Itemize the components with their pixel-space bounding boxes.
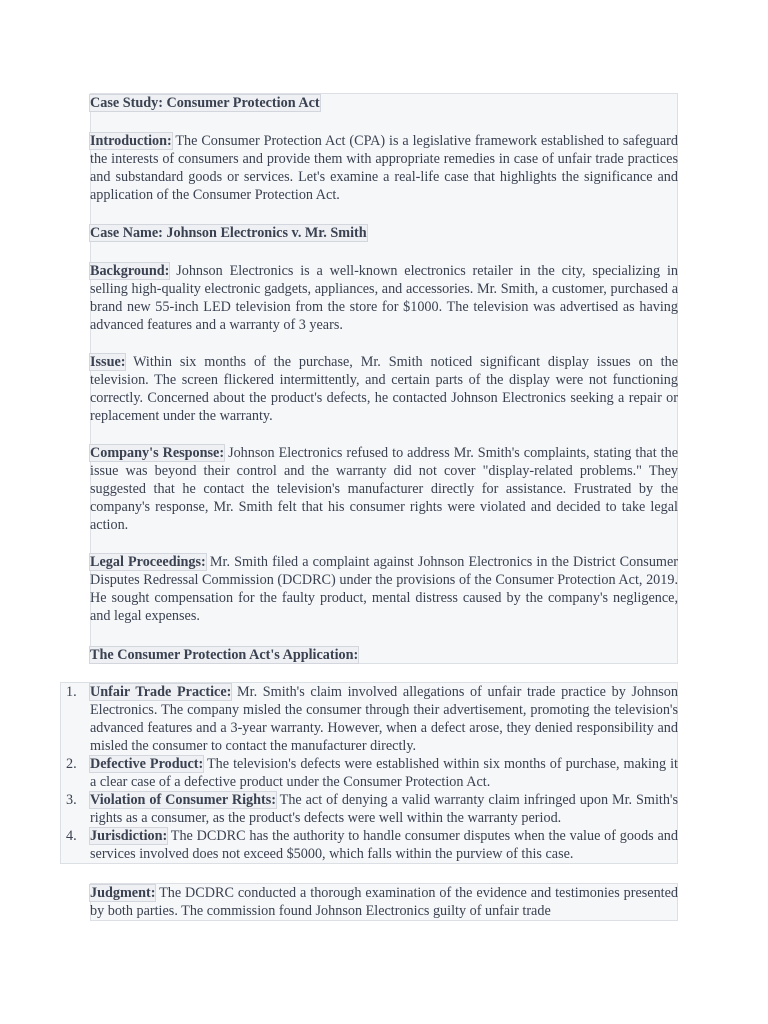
list-item-text: Mr. Smith's claim involved allegations of unfair trade practice by Johnson Electronics. The company misled the consumer through their advertisement, promoting the television's advanced features and a 3-year warranty. However, when a defect arose, they denied responsibility and misled the consumer to contact the manufacturer directly. (90, 684, 678, 754)
list-item-text: The act of denying a valid warranty claim infringed upon Mr. Smith's rights as a consumer, as the product's defects were well within the warranty period. (90, 792, 678, 826)
background-text: Johnson Electronics is a well-known electronics retailer in the city, specializing in selling high-quality electronic gadgets, appliances, and accessories. Mr. Smith, a customer, purchased a brand new 55-inch LED television from the store for $1000. The television was advertised as having advanced features and a warranty of 3 years. (90, 263, 678, 333)
case-name-text: Case Name: Johnson Electronics v. Mr. Smith (90, 225, 367, 241)
document-title-text: Case Study: Consumer Protection Act (90, 95, 320, 111)
judgment-paragraph (90, 884, 678, 920)
document-title (90, 94, 320, 112)
list-item-number: 3. (66, 792, 77, 808)
issue-text: Within six months of the purchase, Mr. Smith noticed significant display issues on the television. The screen flickered intermittently, and certain parts of the display were not functioning correctly. Concerned about the product's defects, he contacted Johnson Electronics seeking a repair or replacement under the warranty. (90, 354, 678, 424)
list-item (60, 683, 678, 755)
list-item (60, 755, 678, 791)
list-item-text: The television's defects were established within six months of purchase, making it a clear case of a defective product under the Consumer Protection Act. (90, 756, 679, 790)
list-item (60, 791, 678, 827)
issue-paragraph (90, 353, 678, 425)
list-item-text: The DCDRC has the authority to handle consumer disputes when the value of goods and services involved does not exceed $5000, which falls within the purview of this case. (90, 828, 678, 862)
list-item-number: 2. (66, 756, 77, 772)
list-item-label: Defective Product: (90, 756, 204, 772)
case-name-heading (90, 224, 367, 242)
judgment-text: The DCDRC conducted a thorough examination of the evidence and testimonies presented by both parties. The commission found Johnson Electronics guilty of unfair trade (90, 885, 678, 919)
application-heading-text: The Consumer Protection Act's Application: (90, 647, 359, 663)
intro-text: The Consumer Protection Act (CPA) is a legislative framework established to safeguard the interests of consumers and provide them with appropriate remedies in case of unfair trade practices and substandard goods or services. Let's examine a real-life case that highlights the significance and application of the Consumer Protection Act. (90, 133, 678, 203)
background-paragraph (90, 262, 678, 334)
legal-label: Legal Proceedings: (90, 554, 206, 570)
judgment-label: Judgment: (90, 885, 156, 901)
list-item-label: Violation of Consumer Rights: (90, 792, 276, 808)
application-heading (90, 646, 358, 664)
legal-paragraph (90, 553, 678, 625)
response-label: Company's Response: (90, 445, 225, 461)
list-item-number: 1. (66, 684, 77, 700)
legal-text: Mr. Smith filed a complaint against Johnson Electronics in the District Consumer Disputes Redressal Commission (DCDRC) under the provisions of the Consumer Protection Act, 2019. He sought compensation for the faulty product, mental distress caused by the company's negligence, and legal expenses. (90, 554, 678, 624)
application-list (60, 683, 678, 863)
issue-label: Issue: (90, 354, 126, 370)
intro-label: Introduction: (90, 133, 172, 149)
response-paragraph (90, 444, 678, 534)
intro-paragraph (90, 132, 678, 204)
response-text: Johnson Electronics refused to address Mr. Smith's complaints, stating that the issue was beyond their control and the warranty did not cover "display-related problems." They suggested that he contact the television's manufacturer directly for assistance. Frustrated by the company's response, Mr. Smith felt that his consumer rights were violated and decided to take legal action. (90, 445, 678, 533)
background-label: Background: (90, 263, 170, 279)
list-item-label: Unfair Trade Practice: (90, 684, 232, 700)
list-item-label: Jurisdiction: (90, 828, 168, 844)
list-item (60, 827, 678, 863)
list-item-number: 4. (66, 828, 77, 844)
